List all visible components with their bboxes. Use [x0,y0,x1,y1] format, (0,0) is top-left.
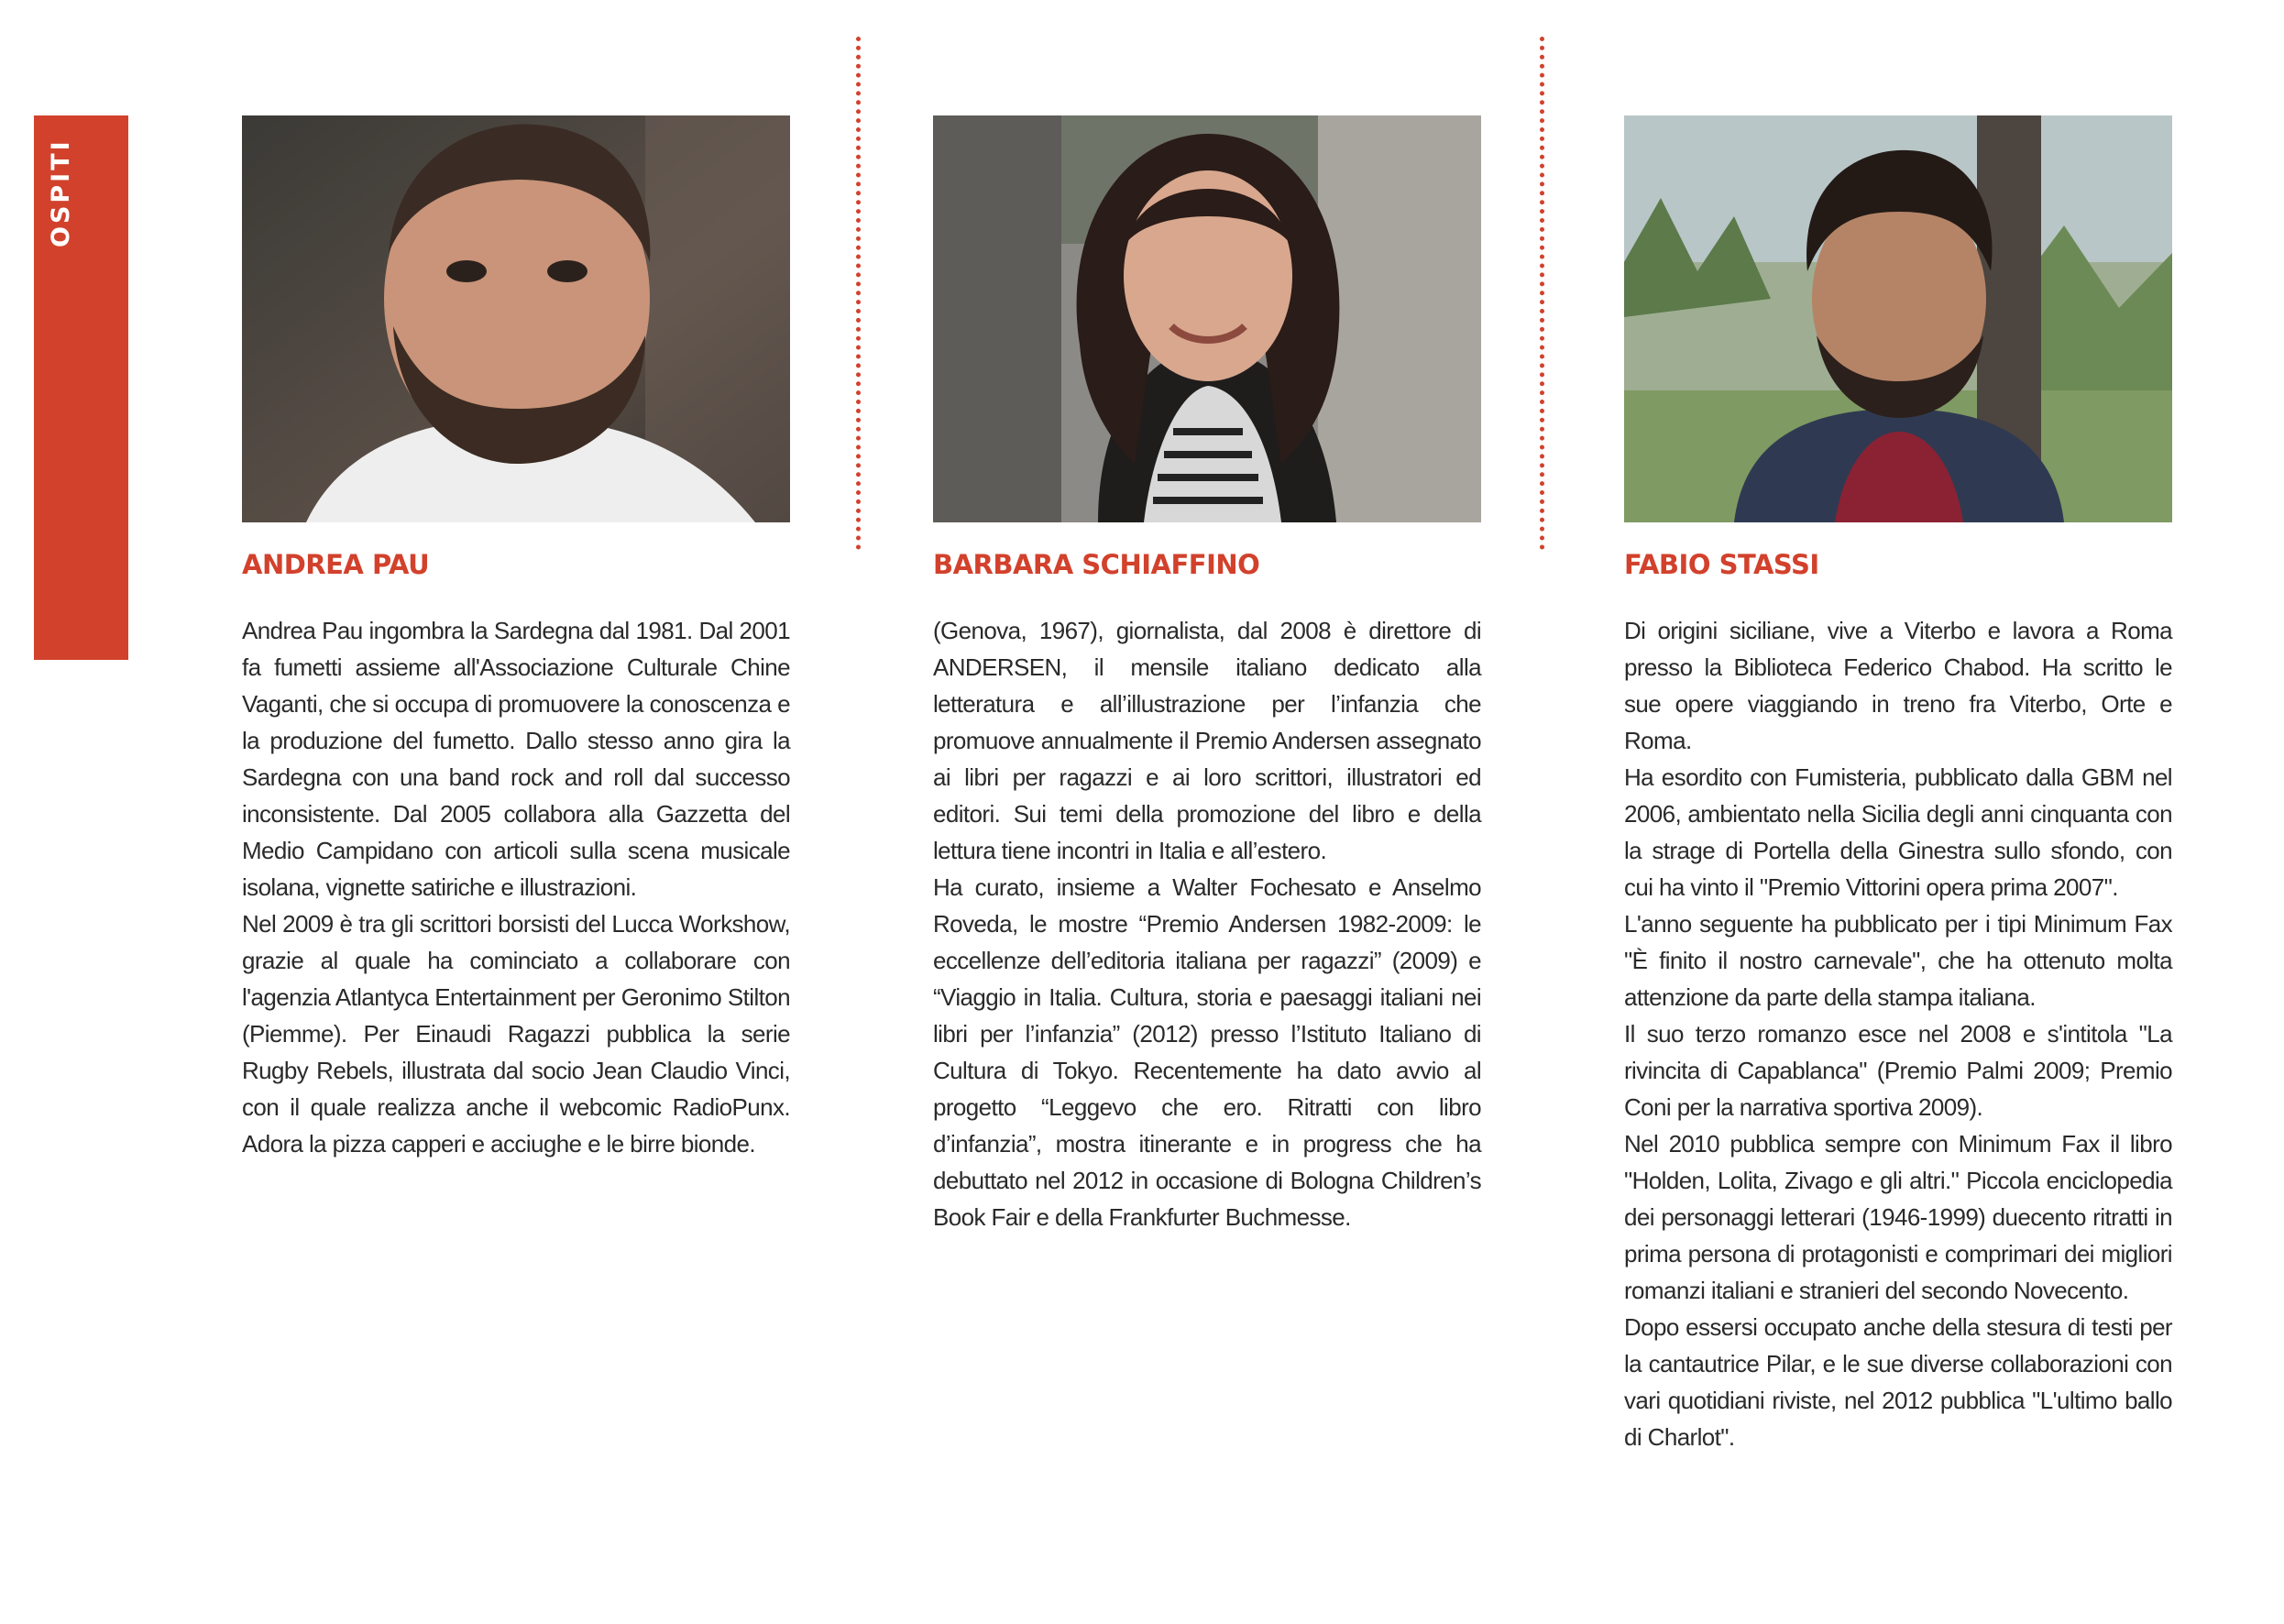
bio-paragraph: Nel 2009 è tra gli scrittori borsisti del Lucca Workshow, grazie al quale ha cominciato a collaborare con l'agenzia Atlantyca Entertainment per Geronimo Stilton (Piemme). Per Einaudi Ragazzi pubblica la serie Rugby Rebels, illustrata dal socio Jean Claudio Vinci, con il quale realizza anche il webcomic RadioPunx. Adora la pizza capperi e acciughe e le birre bionde. [242,910,790,1158]
bio-paragraph: Di origini siciliane, vive a Viterbo e lavora a Roma presso la Biblioteca Federico Chabod. Ha scritto le sue opere viaggiando in treno fra Viterbo, Orte e Roma. [1624,617,2172,754]
bio-paragraph: (Genova, 1967), giornalista, dal 2008 è direttore di ANDERSEN, il mensile italiano dedicato alla letteratura e all’illustrazione per l’infanzia che promuove annualmente il Premio Andersen assegnato ai libri per ragazzi e ai loro scrittori, illustratori ed editori. Sui temi della promozione del libro e della lettura tiene incontri in Italia e all’estero. [933,617,1481,864]
column-divider [856,37,861,550]
guest-photo [1624,115,2172,522]
guest-photo [933,115,1481,522]
guest-bio [1624,612,2172,1455]
guest-card-andrea-pau [242,115,790,1162]
bio-paragraph: Nel 2010 pubblica sempre con Minimum Fax il libro "Holden, Lolita, Zivago e gli altri." Piccola enciclopedia dei personaggi letterari (1946-1999) duecento ritratti in prima persona di protagonisti e comprimari dei migliori romanzi italiani e stranieri del secondo Novecento. [1624,1130,2172,1304]
bio-paragraph: Ha curato, insieme a Walter Fochesato e Anselmo Roveda, le mostre “Premio Andersen 1982-2009: le eccellenze dell’editoria italiana per ragazzi” (2009) e “Viaggio in Italia. Cultura, storia e paesaggi italiani nei libri per l’infanzia” (2012) presso l’Istituto Italiano di Cultura di Tokyo. Recentemente ha dato avvio al progetto “Leggevo che ero. Ritratti con libro d’infanzia”, mostra itinerante e in progress che ha debuttato nel 2012 in occasione di Bologna Children’s Book Fair e della Frankfurter Buchmesse. [933,873,1481,1231]
bio-paragraph: Il suo terzo romanzo esce nel 2008 e s'intitola "La rivincita di Capablanca" (Premio Palmi 2009; Premio Coni per la narrativa sportiva 2009). [1624,1020,2172,1121]
bio-paragraph: Dopo essersi occupato anche della stesura di testi per la cantautrice Pilar, e le sue diverse collaborazioni con vari quotidiani riviste, nel 2012 pubblica "L'ultimo ballo di Charlot". [1624,1313,2172,1451]
guest-name: FABIO STASSI [1624,549,1819,580]
column-divider [1540,37,1544,550]
guest-card-barbara-schiaffino [933,115,1481,1235]
guest-card-fabio-stassi [1624,115,2172,1455]
guest-name: BARBARA SCHIAFFINO [933,549,1260,580]
guest-name: ANDREA PAU [242,549,430,580]
guest-photo [242,115,790,522]
bio-paragraph: Andrea Pau ingombra la Sardegna dal 1981. Dal 2001 fa fumetti assieme all'Associazione Culturale Chine Vaganti, che si occupa di promuovere la conoscenza e la produzione del fumetto. Dallo stesso anno gira la Sardegna con una band rock and roll dal successo inconsistente. Dal 2005 collabora alla Gazzetta del Medio Campidano con articoli sulla scena musicale isolana, vignette satiriche e illustrazioni. [242,617,790,901]
bio-paragraph: L'anno seguente ha pubblicato per i tipi Minimum Fax "È finito il nostro carnevale", che ha ottenuto molta attenzione da parte della stampa italiana. [1624,910,2172,1011]
section-label: OSPITI [47,138,75,247]
bio-paragraph: Ha esordito con Fumisteria, pubblicato dalla GBM nel 2006, ambientato nella Sicilia degli anni cinquanta con la strage di Portella della Ginestra sullo sfondo, con cui ha vinto il "Premio Vittorini opera prima 2007". [1624,763,2172,901]
guest-bio [242,612,790,1162]
guest-bio [933,612,1481,1235]
